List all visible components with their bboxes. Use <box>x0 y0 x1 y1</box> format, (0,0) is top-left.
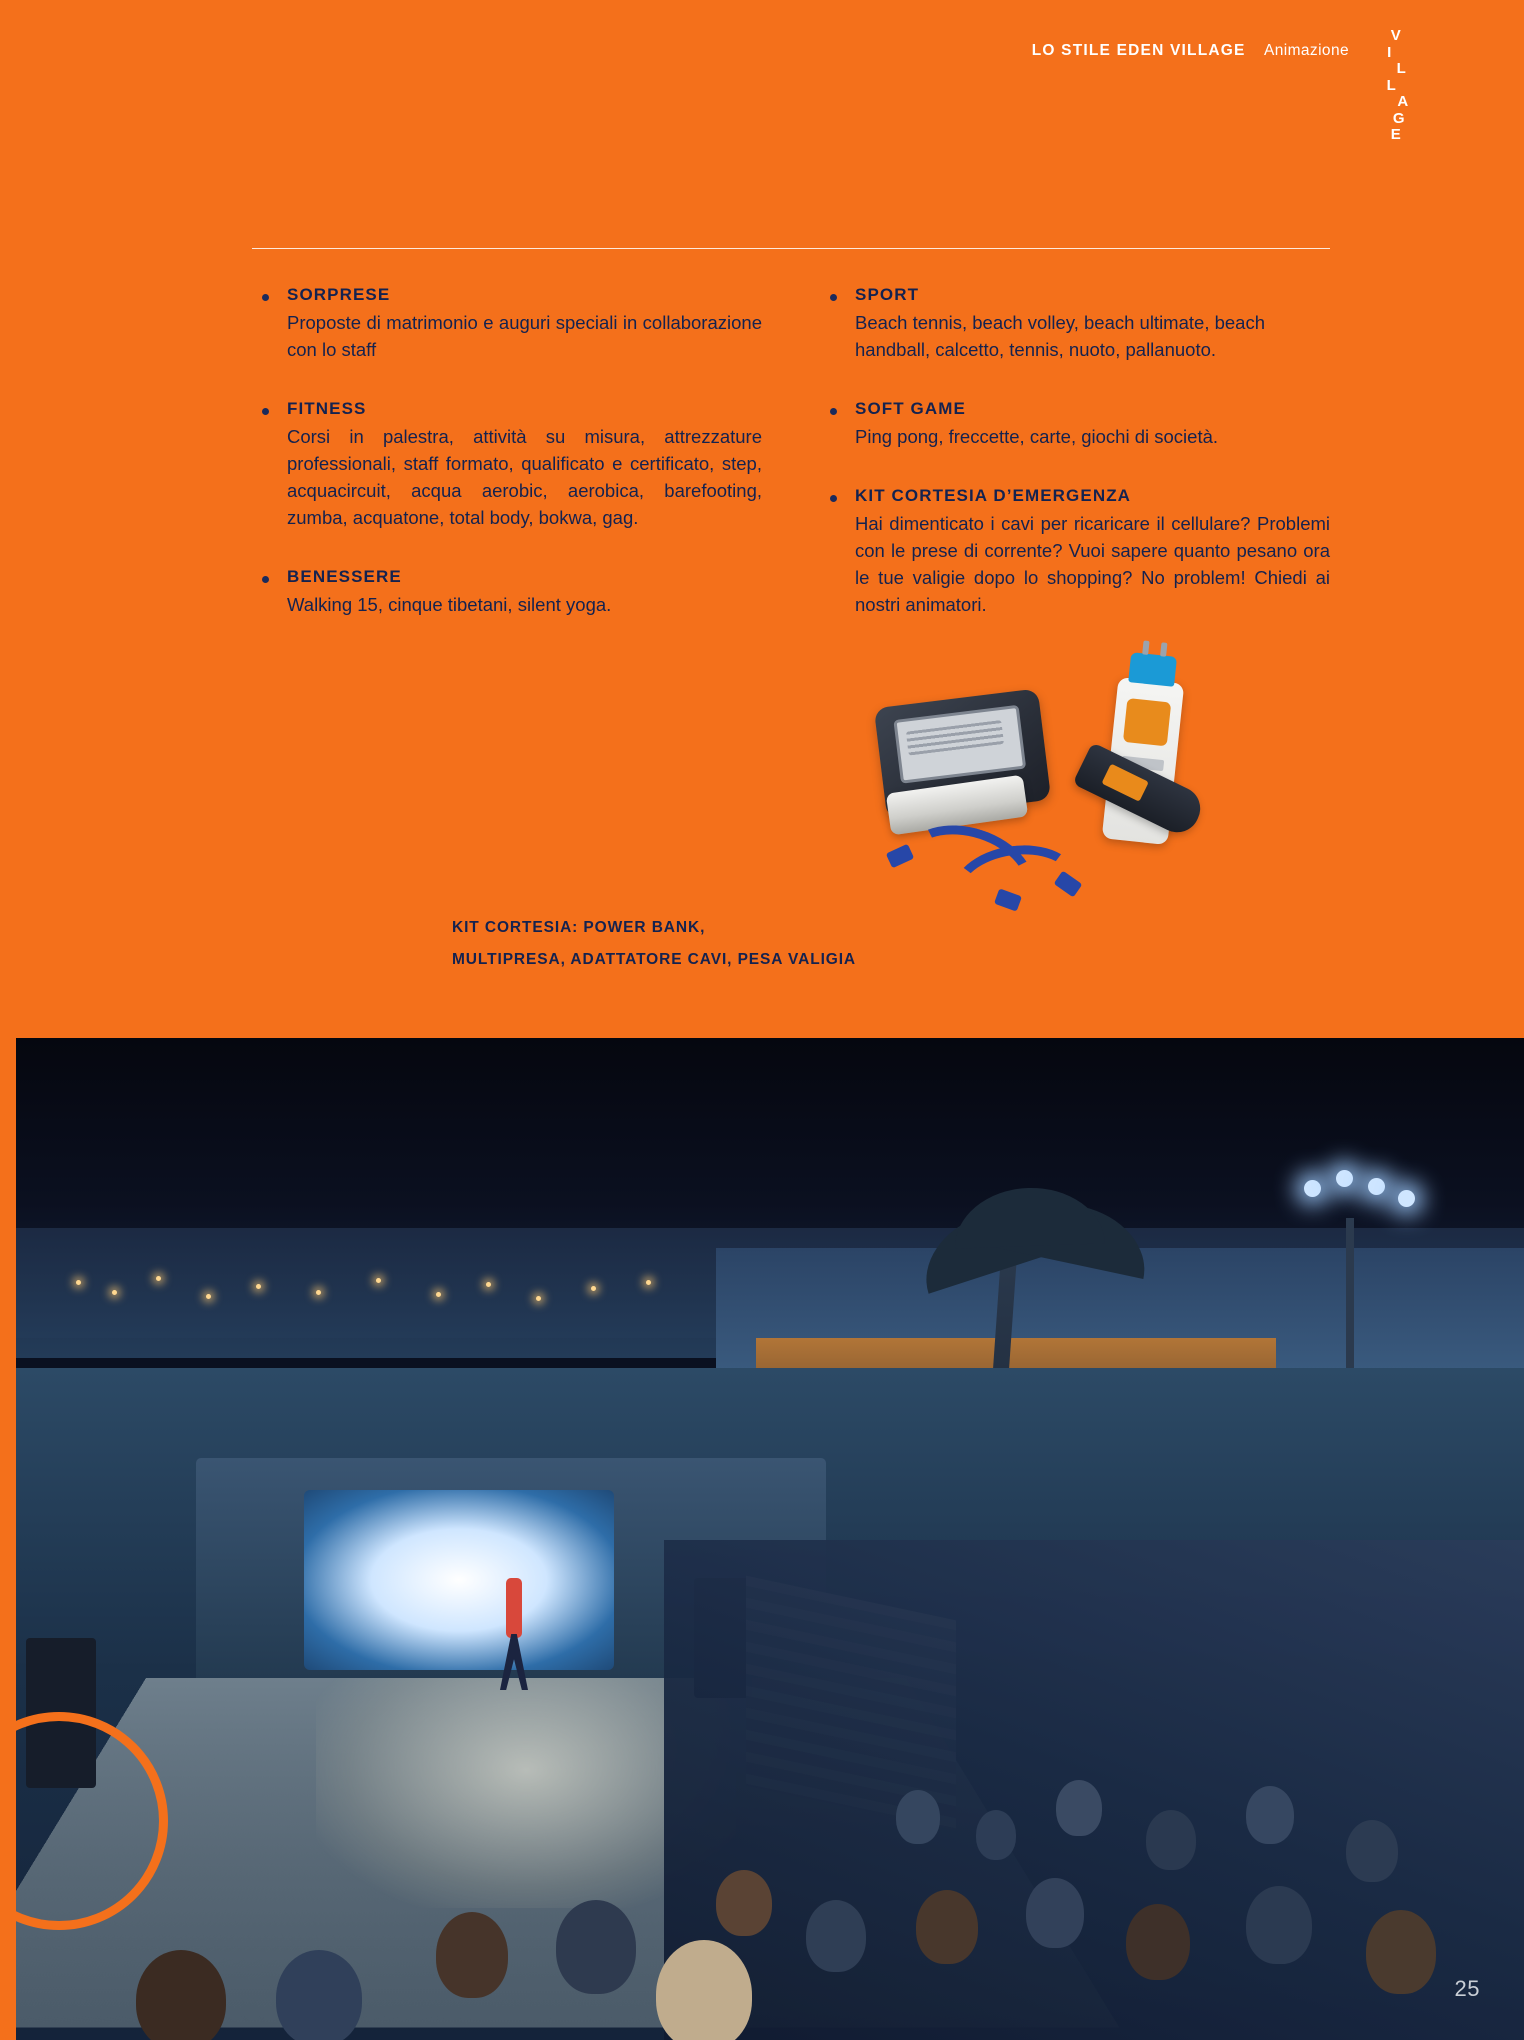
kit-caption-line-1: KIT CORTESIA: POWER BANK, <box>452 919 706 936</box>
amphitheatre-night-photo <box>16 1038 1524 2040</box>
list-item <box>820 486 1330 618</box>
bullet-icon <box>830 408 837 415</box>
content-area <box>252 248 1342 654</box>
list-item <box>820 285 1330 363</box>
list-item <box>252 399 762 531</box>
audience <box>16 1480 1524 2040</box>
floodlight <box>1368 1178 1385 1195</box>
list-item <box>252 567 762 618</box>
entry-title: KIT CORTESIA D’EMERGENZA <box>855 486 1132 505</box>
entry-body: Walking 15, cinque tibetani, silent yoga. <box>287 594 612 615</box>
page-header <box>0 0 1524 170</box>
logo-letter-i: I <box>1387 43 1392 61</box>
kit-caption-line-2: MULTIPRESA, ADATTATORE CAVI, PESA VALIGIA <box>452 951 857 968</box>
floodlight <box>1304 1180 1321 1197</box>
right-column <box>820 285 1330 654</box>
entry-title: BENESSERE <box>287 567 402 586</box>
entry-title: SORPRESE <box>287 285 391 304</box>
village-logo <box>1373 28 1419 144</box>
left-column <box>252 285 762 654</box>
logo-letter-g: G <box>1392 109 1406 127</box>
floodlight <box>1336 1170 1353 1187</box>
header-breadcrumb <box>1032 42 1349 60</box>
logo-letter-l1: L <box>1396 60 1407 77</box>
header-sub-label: Animazione <box>1264 42 1349 59</box>
bullet-icon <box>262 408 269 415</box>
logo-letter-v: V <box>1390 27 1402 44</box>
page-number: 25 <box>1454 1976 1480 2001</box>
entry-body: Ping pong, freccette, carte, giochi di società. <box>855 426 1219 447</box>
entry-body: Beach tennis, beach volley, beach ultimate, beach handball, calcetto, tennis, nuoto, pallanuoto. <box>855 312 1265 360</box>
kit-caption <box>452 912 972 976</box>
entry-body: Corsi in palestra, attività su misura, attrezzature professionali, staff formato, qualificato e certificato, step, acquacircuit, acqua aerobic, aerobica, barefooting, zumba, acquatone, total body, bokwa, gag. <box>287 426 762 528</box>
kit-cortesia-image <box>880 680 1300 940</box>
logo-letter-e: E <box>1390 126 1402 143</box>
two-column-layout <box>252 285 1342 654</box>
bullet-icon <box>830 294 837 301</box>
logo-letter-a: A <box>1397 93 1409 110</box>
entry-title: SOFT GAME <box>855 399 966 418</box>
entry-title: FITNESS <box>287 399 367 418</box>
header-main-label: LO STILE EDEN VILLAGE <box>1031 42 1246 59</box>
bullet-icon <box>830 495 837 502</box>
entry-title: SPORT <box>855 285 920 304</box>
list-item <box>252 285 762 363</box>
logo-letter-l2: L <box>1386 76 1397 94</box>
floodlight <box>1398 1190 1415 1207</box>
horizontal-divider <box>252 248 1330 249</box>
bullet-icon <box>262 294 269 301</box>
entry-body: Hai dimenticato i cavi per ricaricare il cellulare? Problemi con le prese di corrente? Vuoi sapere quanto pesano ora le tue valigie dopo lo shopping? No problem! Chiedi ai nostri animatori. <box>855 513 1330 615</box>
list-item <box>820 399 1330 450</box>
bullet-icon <box>262 576 269 583</box>
entry-body: Proposte di matrimonio e auguri speciali in collaborazione con lo staff <box>287 312 762 360</box>
